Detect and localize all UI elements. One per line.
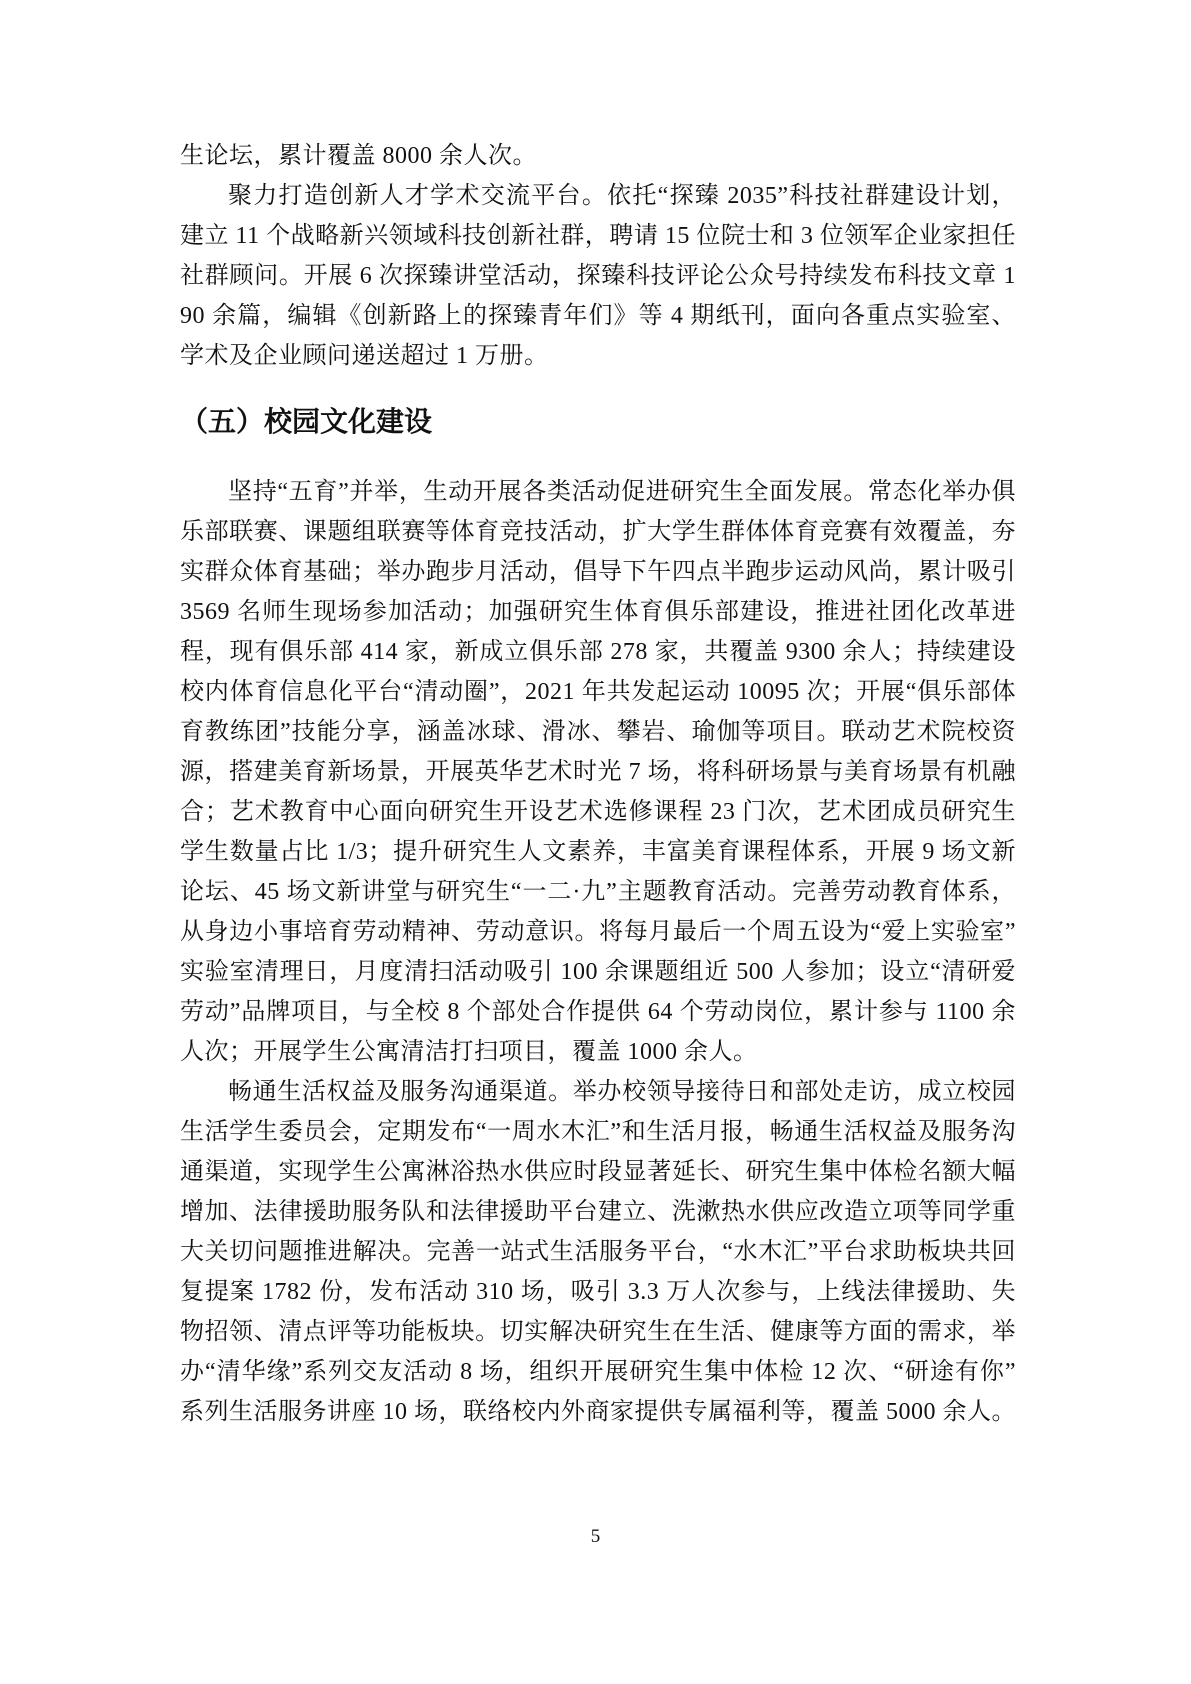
section-heading-campus-culture: （五）校园文化建设 (180, 406, 433, 437)
paragraph-life-services: 畅通生活权益及服务沟通渠道。举办校领导接待日和部处走访，成立校园生活学生委员会，定期发布“一周水木汇”和生活月报，畅通生活权益及服务沟通渠道，实现学生公寓淋浴热水供应时段显著延长、研究生集中体检名额大幅增加、法律援助服务队和法律援助平台建立、洗漱热水供应改造立项等同学重大关切问题推进解决。完善一站式生活服务平台，“水木汇”平台求助板块共回复提案 1782 份，发布活动 310 场，吸引 3.3 万人次参与，上线法律援助、失物招领、清点评等功能板块。切实解决研究生在生活、健康等方面的需求，举办“清华缘”系列交友活动 8 场，组织开展研究生集中体检 12 次、“研途有你”系列生活服务讲座 10 场，联络校内外商家提供专属福利等，覆盖 5000 余人。 (180, 1079, 1016, 1425)
paragraph-continuation: 生论坛，累计覆盖 8000 余人次。 (180, 143, 537, 169)
document-content (180, 136, 1016, 1432)
paragraph-innovation-platform: 聚力打造创新人才学术交流平台。依托“探臻 2035”科技社群建设计划，建立 11 个战略新兴领域科技创新社群，聘请 15 位院士和 3 位领军企业家担任社群顾问。开展 6 次探臻讲堂活动，探臻科技评论公众号持续发布科技文章 190 余篇，编辑《创新路上的探臻青年们》等 4 期纸刊，面向各重点实验室、学术及企业顾问递送超过 1 万册。 (180, 183, 1016, 369)
paragraph-five-educations: 坚持“五育”并举，生动开展各类活动促进研究生全面发展。常态化举办俱乐部联赛、课题组联赛等体育竞技活动，扩大学生群体体育竞赛有效覆盖，夯实群众体育基础；举办跑步月活动，倡导下午四点半跑步运动风尚，累计吸引 3569 名师生现场参加活动；加强研究生体育俱乐部建设，推进社团化改革进程，现有俱乐部 414 家，新成立俱乐部 278 家，共覆盖 9300 余人；持续建设校内体育信息化平台“清动圈”，2021 年共发起运动 10095 次；开展“俱乐部体育教练团”技能分享，涵盖冰球、滑冰、攀岩、瑜伽等项目。联动艺术院校资源，搭建美育新场景，开展英华艺术时光 7 场，将科研场景与美育场景有机融合；艺术教育中心面向研究生开设艺术选修课程 23 门次，艺术团成员研究生学生数量占比 1/3；提升研究生人文素养，丰富美育课程体系，开展 9 场文新论坛、45 场文新讲堂与研究生“一二·九”主题教育活动。完善劳动教育体系，从身边小事培育劳动精神、劳动意识。将每月最后一个周五设为“爱上实验室”实验室清理日，月度清扫活动吸引 100 余课题组近 500 人参加；设立“清研爱劳动”品牌项目，与全校 8 个部处合作提供 64 个劳动岗位，累计参与 1100 余人次；开展学生公寓清洁打扫项目，覆盖 1000 余人。 (180, 479, 1016, 1065)
page-number: 5 (590, 1526, 601, 1547)
